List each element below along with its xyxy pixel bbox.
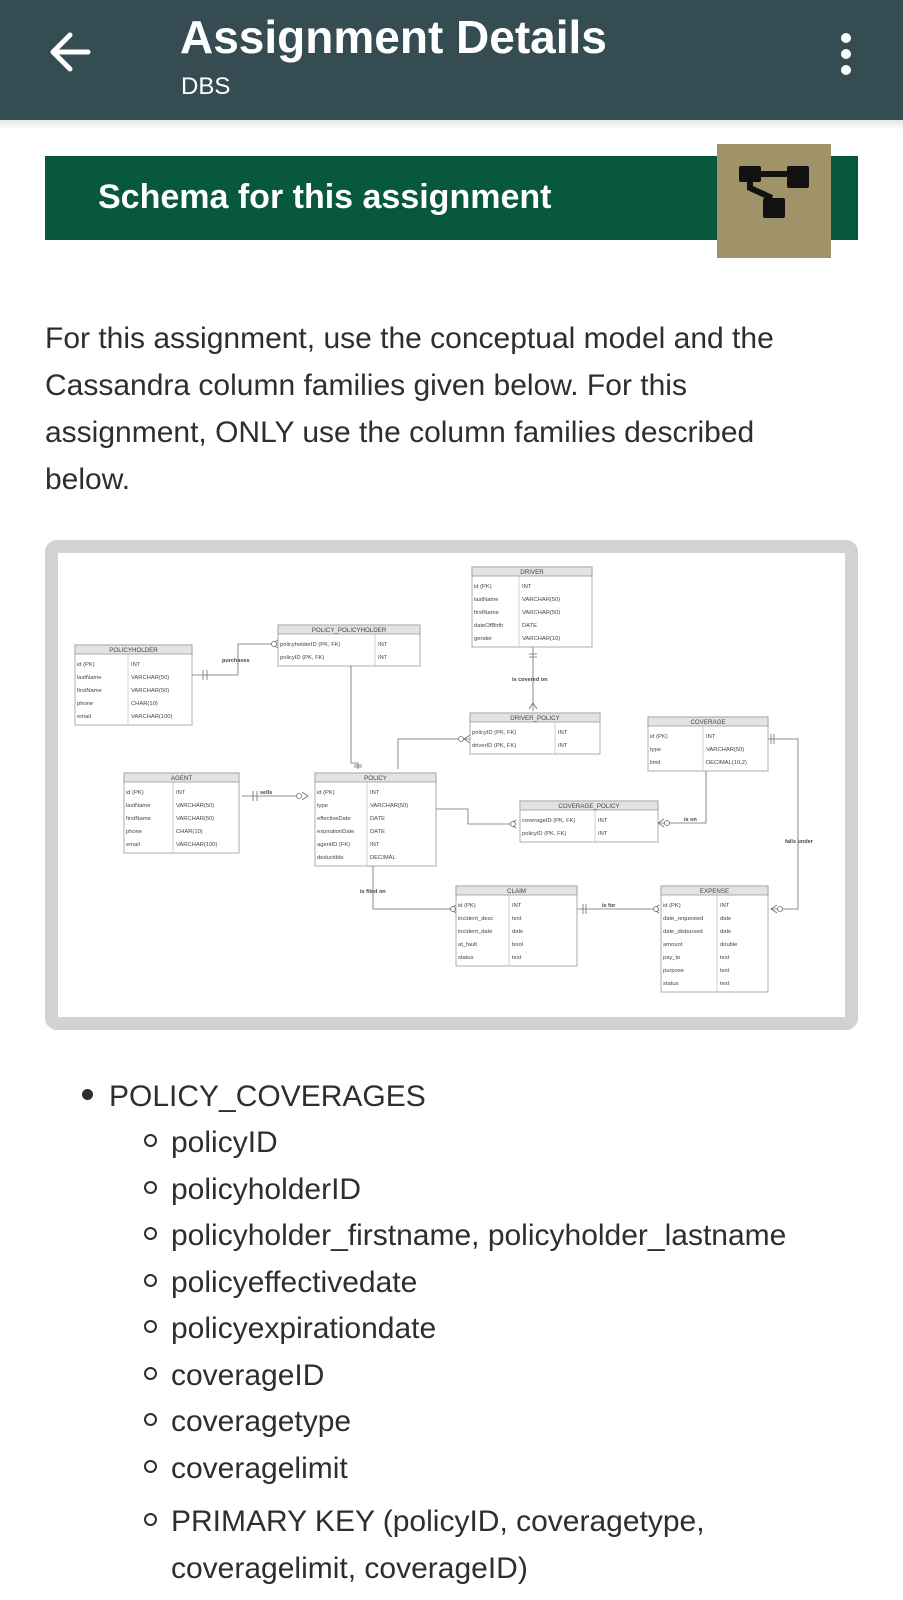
erd-column-name: limit	[650, 760, 661, 766]
erd-column-name: policyID (PK, FK)	[522, 831, 567, 837]
list-item: coverageID	[144, 1359, 324, 1393]
circle-bullet-icon	[144, 1367, 157, 1380]
circle-bullet-icon	[144, 1413, 157, 1426]
erd-table-driver	[472, 567, 592, 647]
erd-column-name: driverID (PK, FK)	[472, 743, 517, 749]
erd-column-name: incident_date	[458, 929, 493, 935]
erd-table-coverage-policy	[520, 801, 658, 842]
erd-column-name: lastName	[474, 597, 499, 603]
erd-column-name: purpose	[663, 968, 684, 974]
erd-column-name: status	[458, 955, 474, 961]
erd-column-name: policyID (PK, FK)	[472, 730, 517, 736]
erd-column-type: double	[720, 942, 738, 948]
erd-table-claim	[456, 886, 577, 966]
schema-tree-icon	[717, 144, 831, 258]
erd-column-name: email	[126, 842, 140, 848]
more-vertical-icon[interactable]	[828, 30, 864, 78]
erd-column-type: text	[512, 955, 522, 961]
relation-falls-under: falls under	[785, 839, 813, 845]
erd-column-type: INT	[131, 662, 141, 668]
schema-image[interactable]	[58, 553, 845, 1017]
erd-column-name: dateOfBirth	[474, 623, 504, 629]
erd-column-name: firstName	[126, 816, 151, 822]
page-title: Assignment Details	[180, 11, 607, 63]
erd-column-type: VARCHAR(100)	[131, 714, 173, 720]
erd-column-type: bool	[512, 942, 523, 948]
relation-is-filed-on: is filed on	[360, 889, 386, 895]
erd-table-coverage	[648, 717, 768, 771]
list-item: policyeffectivedate	[144, 1266, 417, 1300]
erd-column-name: id (PK)	[317, 790, 335, 796]
erd-column-type: VARCHAR(50)	[176, 803, 215, 809]
erd-column-type: VARCHAR(50)	[522, 610, 561, 616]
erd-column-name: deductible	[317, 855, 344, 861]
erd-column-name: id (PK)	[474, 584, 492, 590]
relation-is-for: is for	[602, 903, 616, 909]
list-item: coveragelimit	[144, 1452, 348, 1486]
erd-column-name: id (PK)	[650, 734, 668, 740]
arrow-left-icon[interactable]	[44, 26, 96, 78]
erd-column-name: firstName	[77, 688, 102, 694]
erd-table-policy	[315, 773, 436, 866]
relation-purchases: purchases	[222, 658, 250, 664]
list-item: policyholder_firstname, policyholder_lastname	[144, 1219, 786, 1253]
intro-paragraph: For this assignment, use the conceptual model and the Cassandra column families given below. For this assignment, ONLY use the column families described below.	[45, 322, 774, 496]
circle-bullet-icon	[144, 1320, 157, 1333]
relation-is-on: is on	[684, 817, 697, 823]
relation-is-covered-on: is covered on	[512, 677, 548, 683]
erd-column-name: effectiveDate	[317, 816, 351, 822]
circle-bullet-icon	[144, 1227, 157, 1240]
schema-image-frame	[45, 540, 858, 1030]
bullet-icon	[82, 1089, 93, 1100]
erd-column-name: id (PK)	[458, 903, 476, 909]
list-item: policyholderID	[144, 1173, 361, 1207]
erd-table-name: CLAIM	[507, 888, 526, 895]
list-item: coveragetype	[144, 1405, 351, 1439]
list-heading	[82, 1080, 426, 1114]
erd-column-name: email	[77, 714, 91, 720]
erd-table-name: COVERAGE	[690, 719, 726, 726]
circle-bullet-icon	[144, 1181, 157, 1194]
erd-column-type: DECIMAL	[370, 855, 396, 861]
erd-column-type: DATE	[522, 623, 538, 629]
erd-column-type: date	[512, 929, 524, 935]
erd-column-name: phone	[77, 701, 94, 707]
erd-column-type: text	[720, 968, 730, 974]
erd-table-name: AGENT	[170, 775, 193, 782]
erd-column-type: INT	[598, 818, 608, 824]
erd-table-policyholder	[75, 645, 192, 725]
erd-column-name: amount	[663, 942, 683, 948]
circle-bullet-icon	[144, 1513, 157, 1526]
column-family-name: POLICY_COVERAGES	[109, 1080, 426, 1113]
erd-column-type: date	[720, 916, 732, 922]
erd-column-type: INT	[512, 903, 522, 909]
app-bar	[0, 0, 903, 120]
erd-column-name: firstName	[474, 610, 499, 616]
list-item-primary-key: PRIMARY KEY (policyID, coveragetype, coveragelimit, coverageID)	[144, 1498, 705, 1592]
erd-table-agent	[124, 773, 239, 853]
erd-column-type: text	[720, 955, 730, 961]
erd-column-name: at_fault	[458, 942, 478, 948]
erd-column-type: INT	[558, 730, 568, 736]
erd-column-type: INT	[370, 842, 380, 848]
erd-table-expense	[661, 886, 768, 992]
erd-column-type: VARCHAR(50)	[706, 747, 745, 753]
circle-bullet-icon	[144, 1134, 157, 1147]
erd-table-name: POLICYHOLDER	[109, 647, 158, 654]
erd-column-name: policyholderID (PK, FK)	[280, 642, 341, 648]
erd-column-name: status	[663, 981, 679, 987]
erd-column-type: CHAR(10)	[131, 701, 158, 707]
erd-column-type: CHAR(10)	[176, 829, 203, 835]
erd-table-name: DRIVER_POLICY	[510, 715, 560, 722]
erd-column-type: INT	[370, 790, 380, 796]
erd-column-type: DATE	[370, 829, 386, 835]
relation-sells: sells	[260, 790, 273, 796]
list-item: policyexpirationdate	[144, 1312, 436, 1346]
erd-column-type: VARCHAR(50)	[370, 803, 409, 809]
erd-column-name: incident_desc	[458, 916, 494, 922]
erd-column-type: INT	[720, 903, 730, 909]
erd-column-type: VARCHAR(50)	[176, 816, 215, 822]
app-bar-shadow	[0, 120, 903, 130]
erd-column-name: type	[650, 747, 661, 753]
erd-column-type: text	[512, 916, 522, 922]
erd-column-type: text	[720, 981, 730, 987]
list-item: policyID	[144, 1126, 278, 1160]
erd-column-type: VARCHAR(10)	[522, 636, 561, 642]
erd-column-name: coverageID (PK, FK)	[522, 818, 576, 824]
erd-column-name: date_disbursed	[663, 929, 703, 935]
erd-column-type: INT	[378, 642, 388, 648]
course-subtitle: DBS	[181, 73, 231, 100]
erd-column-type: INT	[706, 734, 716, 740]
erd-column-type: INT	[378, 655, 388, 661]
erd-column-name: id (PK)	[663, 903, 681, 909]
erd-table-name: POLICY_POLICYHOLDER	[311, 627, 387, 634]
circle-bullet-icon	[144, 1460, 157, 1473]
circle-bullet-icon	[144, 1274, 157, 1287]
erd-table-driver-policy	[470, 713, 600, 754]
erd-column-name: pay_to	[663, 955, 681, 961]
erd-column-type: INT	[176, 790, 186, 796]
erd-column-name: id (PK)	[126, 790, 144, 796]
erd-column-type: VARCHAR(50)	[131, 688, 170, 694]
erd-column-name: type	[317, 803, 328, 809]
erd-table-name: POLICY	[364, 775, 387, 782]
erd-column-type: VARCHAR(50)	[131, 675, 170, 681]
erd-column-name: lastName	[77, 675, 102, 681]
erd-column-type: VARCHAR(50)	[522, 597, 561, 603]
erd-column-name: expirationDate	[317, 829, 355, 835]
section-title: Schema for this assignment	[98, 178, 552, 216]
erd-column-name: policyID (PK, FK)	[280, 655, 325, 661]
erd-column-type: DECIMAL(10,2)	[706, 760, 747, 766]
erd-column-name: agentID (FK)	[317, 842, 351, 848]
erd-column-type: INT	[522, 584, 532, 590]
erd-column-name: phone	[126, 829, 143, 835]
erd-column-name: id (PK)	[77, 662, 95, 668]
erd-column-type: VARCHAR(100)	[176, 842, 218, 848]
erd-column-name: gender	[474, 636, 493, 642]
erd-column-type: INT	[598, 831, 608, 837]
erd-column-type: date	[720, 929, 732, 935]
erd-table-name: DRIVER	[520, 569, 544, 576]
schema-badge	[717, 144, 831, 258]
er-diagram	[58, 553, 845, 1017]
erd-column-name: date_requested	[663, 916, 704, 922]
erd-table-name: EXPENSE	[699, 888, 730, 895]
erd-table-policy-policyholder	[278, 625, 420, 666]
erd-column-type: DATE	[370, 816, 386, 822]
erd-column-name: lastName	[126, 803, 151, 809]
erd-table-name: COVERAGE_POLICY	[558, 803, 620, 810]
erd-column-type: INT	[558, 743, 568, 749]
